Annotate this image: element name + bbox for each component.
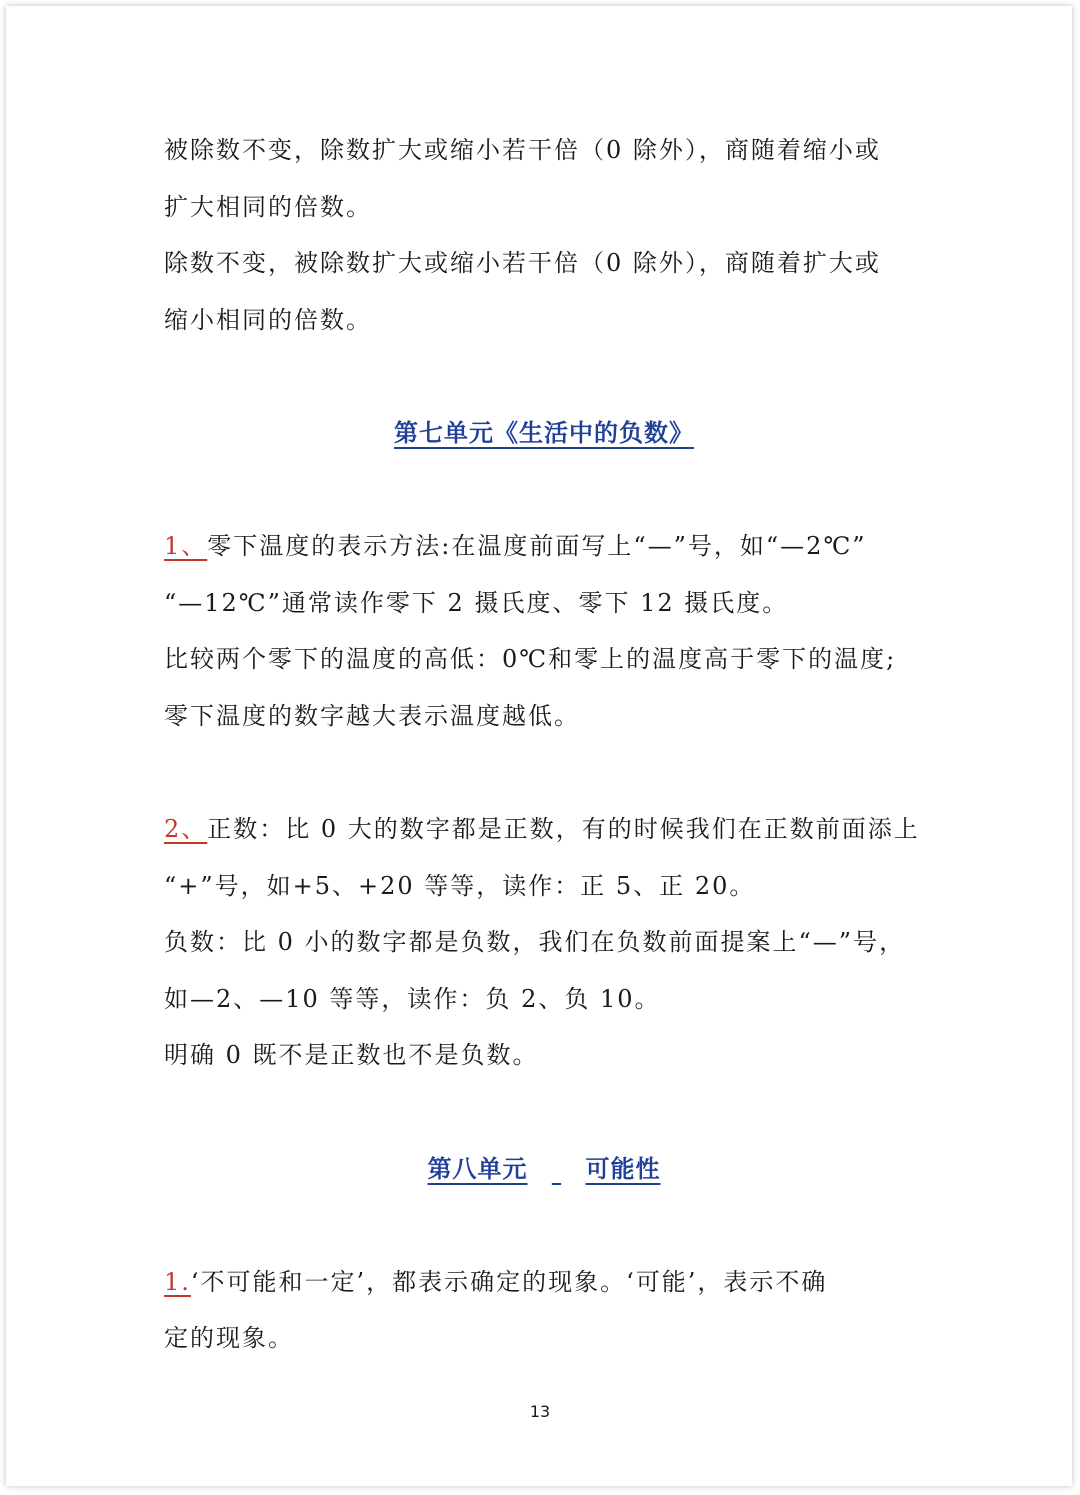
unit7-item1-line1 [164,518,924,575]
spacer [164,348,924,405]
spacer [164,744,924,801]
spacer [164,1197,924,1254]
paragraph-line: 缩小相同的倍数。 [164,305,372,334]
unit8-item1-line1 [164,1254,924,1311]
unit8-title-part1: 第八单元 [427,1154,528,1183]
unit7-heading [164,405,924,461]
item-number: 2、 [164,815,208,843]
paragraph-line: 扩大相同的倍数。 [164,192,372,221]
paragraph-line: 除数不变，被除数扩大或缩小若干倍（0 除外），商随着扩大或 [164,249,881,277]
item-number: 1. [164,1267,191,1296]
item-number: 1、 [164,532,208,560]
unit8-title-part2: 可能性 [585,1154,661,1183]
paragraph-line: 明确 0 既不是正数也不是负数。 [164,1041,539,1069]
paragraph-line: 定的现象。 [164,1324,294,1352]
page-number: 13 [529,1402,551,1421]
paragraph-line: 负数：比 0 小的数字都是负数，我们在负数前面提案上“—”号， [164,928,906,956]
unit7-title: 第七单元《生活中的负数》 [394,419,694,447]
item-text: ‘不可能和一定’，都表示确定的现象。‘可能’，表示不确 [190,1267,828,1296]
paragraph-line: 被除数不变，除数扩大或缩小若干倍（0 除外），商随着缩小或 [164,136,881,164]
paragraph-line: 比较两个零下的温度的高低：0℃和零上的温度高于零下的温度; [164,645,897,673]
paragraph-line: “—12℃”通常读作零下 2 摄氏度、零下 12 摄氏度。 [164,588,789,617]
title-gap [528,1141,586,1197]
spacer [164,1084,924,1141]
item-text: 零下温度的表示方法:在温度前面写上“—”号，如“—2℃” [207,532,867,560]
paragraph-line: 零下温度的数字越大表示温度越低。 [164,701,580,730]
unit8-heading [164,1141,924,1197]
item-text: 正数：比 0 大的数字都是正数，有的时候我们在正数前面添上 [207,815,920,843]
spacer [164,461,924,518]
paragraph-line: “+”号，如+5、+20 等等，读作：正 5、正 20。 [164,871,756,900]
unit7-item2-line1 [164,801,924,858]
page-content [164,122,924,1367]
paragraph-line: 如—2、—10 等等，读作：负 2、负 10。 [164,984,661,1013]
